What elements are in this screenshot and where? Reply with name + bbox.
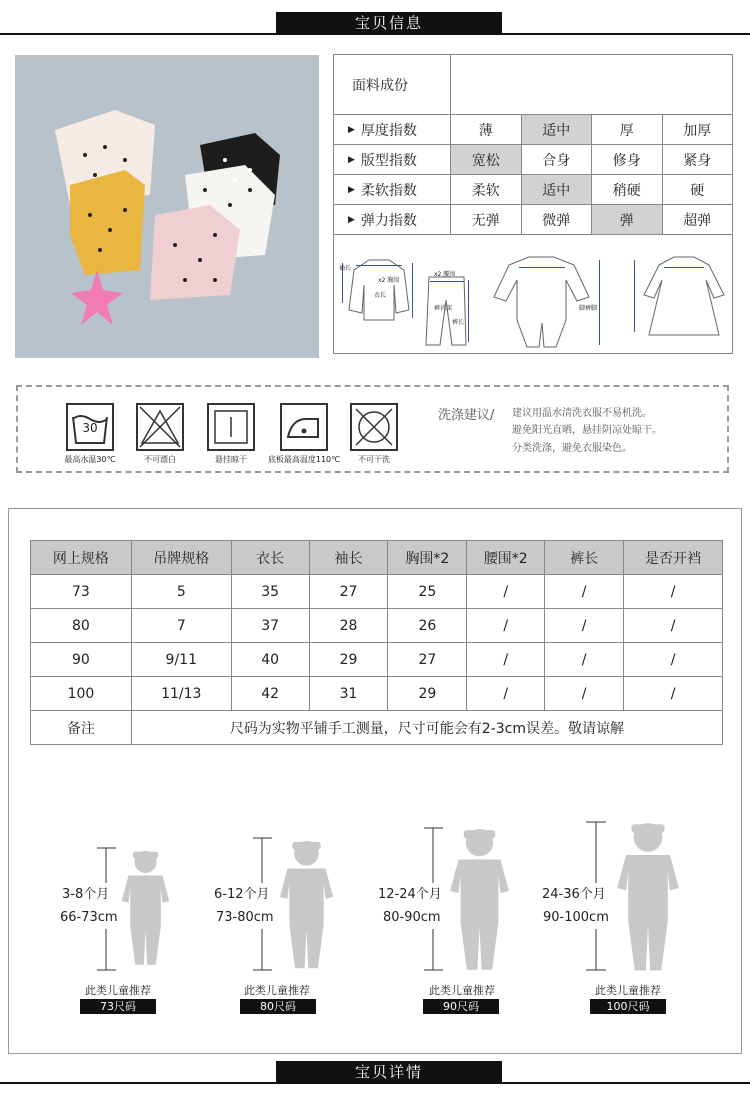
kid-height: 90-100cm	[543, 906, 609, 929]
kid-figure	[617, 823, 679, 970]
spec-option: 紧身	[683, 152, 712, 169]
header-cell: 裤长	[545, 541, 624, 575]
table-cell: /	[467, 575, 545, 609]
diagram-label-length: 衣长	[374, 292, 387, 299]
no-dry-clean-icon	[350, 403, 398, 451]
spec-row-thickness	[334, 115, 732, 145]
wash-30-icon: 30	[66, 403, 114, 451]
spec-option: 厚	[592, 115, 663, 144]
section-title-product-details: 宝贝详情	[276, 1061, 502, 1083]
size-table	[30, 540, 723, 745]
table-cell: 37	[231, 609, 309, 643]
size-badge: 100尺码	[590, 999, 666, 1014]
table-cell: 27	[309, 575, 388, 609]
table-cell: 29	[388, 677, 467, 711]
kid-silhouettes	[0, 800, 750, 980]
wash-advice-line: 避免阳光直晒，悬挂阴凉处晾干。	[512, 425, 662, 436]
table-cell: 90	[31, 643, 132, 677]
table-cell: /	[467, 677, 545, 711]
spec-option-selected: 适中	[522, 115, 593, 144]
table-cell: /	[545, 575, 624, 609]
kid-age: 3-8个月	[62, 883, 109, 906]
table-cell: 25	[388, 575, 467, 609]
table-cell: 7	[131, 609, 231, 643]
note-row	[31, 711, 723, 745]
wash-icon-label: 不可漂白	[144, 455, 176, 464]
table-cell: /	[545, 677, 624, 711]
spec-option: 加厚	[683, 122, 712, 139]
triangle-icon: ▶	[348, 184, 355, 195]
table-row	[31, 643, 723, 677]
table-cell: 100	[31, 677, 132, 711]
product-photo	[15, 55, 319, 358]
kid-height: 80-90cm	[383, 906, 441, 929]
kid-recommend: 此类儿童推荐	[85, 984, 151, 997]
diagram-label-chest: x2 胸围	[378, 277, 400, 284]
triangle-icon: ▶	[348, 154, 355, 165]
kid-recommend: 此类儿童推荐	[429, 984, 495, 997]
spec-label: 柔软指数	[360, 182, 417, 199]
spec-option-selected: 宽松	[451, 145, 522, 174]
kid-figure	[122, 851, 170, 965]
kid-age: 6-12个月	[214, 883, 270, 906]
size-badge: 80尺码	[240, 999, 316, 1014]
note-text: 尺码为实物平铺手工测量，尺寸可能会有2-3cm误差。敬请谅解	[131, 711, 722, 745]
hang-dry-icon	[207, 403, 255, 451]
size-badge: 73尺码	[80, 999, 156, 1014]
table-cell: 35	[231, 575, 309, 609]
wash-icon-label: 底板最高温度110℃	[267, 455, 341, 464]
header-cell: 衣长	[231, 541, 309, 575]
fabric-label: 面料成份	[334, 55, 451, 114]
kid-height: 66-73cm	[60, 906, 118, 929]
table-cell: 26	[388, 609, 467, 643]
triangle-icon: ▶	[348, 124, 355, 135]
size-badge: 90尺码	[423, 999, 499, 1014]
table-cell: /	[624, 575, 723, 609]
table-cell: /	[624, 609, 723, 643]
kid-figure	[450, 829, 509, 970]
table-cell: /	[545, 643, 624, 677]
table-cell: /	[624, 643, 723, 677]
table-cell: /	[467, 609, 545, 643]
spec-label: 厚度指数	[360, 122, 417, 139]
wash-advice-line: 建议用温水清洗衣服不易机洗。	[512, 408, 652, 419]
no-bleach-icon	[136, 403, 184, 451]
table-cell: 9/11	[131, 643, 231, 677]
diagram-label-inseam: 裤裆深	[434, 305, 453, 312]
kid-recommend: 此类儿童推荐	[595, 984, 661, 997]
header-cell: 袖长	[309, 541, 388, 575]
table-cell: 80	[31, 609, 132, 643]
diagram-label-foot: 脚裤脚	[579, 305, 598, 312]
wash-advice-line: 分类洗涤，避免衣服染色。	[512, 443, 632, 454]
wash-icon-label: 最高水温30℃	[64, 455, 116, 464]
spec-row-softness	[334, 175, 732, 205]
kid-height: 73-80cm	[216, 906, 274, 929]
spec-option-selected: 弹	[592, 205, 663, 234]
diagram-label-waist: x2 腰围	[434, 271, 456, 278]
kid-age: 24-36个月	[542, 883, 606, 906]
table-cell: /	[467, 643, 545, 677]
iron-110-icon	[280, 403, 328, 451]
wash-advice-title: 洗涤建议/	[438, 408, 495, 423]
spec-option: 稍硬	[592, 175, 663, 204]
spec-row-fabric	[334, 55, 732, 115]
table-cell: 11/13	[131, 677, 231, 711]
table-cell: /	[545, 609, 624, 643]
table-cell: 31	[309, 677, 388, 711]
wash-icon-label: 悬挂晾干	[215, 455, 247, 464]
note-label: 备注	[31, 711, 132, 745]
spec-row-fit	[334, 145, 732, 175]
fabric-value	[451, 55, 732, 114]
spec-option: 修身	[592, 145, 663, 174]
section-title-product-info: 宝贝信息	[276, 12, 502, 34]
spec-option: 超弹	[683, 212, 712, 229]
table-row	[31, 677, 723, 711]
wash-icon-label: 不可干洗	[358, 455, 390, 464]
table-cell: 27	[388, 643, 467, 677]
spec-option: 无弹	[451, 205, 522, 234]
kid-figure	[280, 841, 333, 968]
diagram-label-sleeve: 袖长	[339, 265, 352, 272]
wash-instructions	[16, 385, 729, 473]
spec-label: 弹力指数	[360, 212, 417, 229]
spec-option-selected: 适中	[522, 175, 593, 204]
table-cell: 42	[231, 677, 309, 711]
spec-option: 薄	[451, 115, 522, 144]
table-row	[31, 609, 723, 643]
table-cell: 73	[31, 575, 132, 609]
spec-row-elasticity	[334, 205, 732, 235]
measurement-diagrams	[334, 235, 732, 353]
table-row	[31, 575, 723, 609]
table-cell: /	[624, 677, 723, 711]
spec-option: 合身	[522, 145, 593, 174]
spec-option: 微弹	[522, 205, 593, 234]
table-cell: 29	[309, 643, 388, 677]
size-table-header	[31, 541, 723, 575]
diagram-label-pants: 裤长	[452, 319, 465, 326]
header-cell: 是否开裆	[624, 541, 723, 575]
triangle-icon: ▶	[348, 214, 355, 225]
header-cell: 网上规格	[31, 541, 132, 575]
kid-age: 12-24个月	[378, 883, 442, 906]
header-cell: 胸围*2	[388, 541, 467, 575]
kid-recommend: 此类儿童推荐	[244, 984, 310, 997]
header-cell: 腰围*2	[467, 541, 545, 575]
spec-table	[333, 54, 733, 354]
header-cell: 吊牌规格	[131, 541, 231, 575]
table-cell: 5	[131, 575, 231, 609]
spec-option: 硬	[690, 182, 705, 199]
table-cell: 40	[231, 643, 309, 677]
table-cell: 28	[309, 609, 388, 643]
spec-option: 柔软	[451, 175, 522, 204]
spec-label: 版型指数	[360, 152, 417, 169]
